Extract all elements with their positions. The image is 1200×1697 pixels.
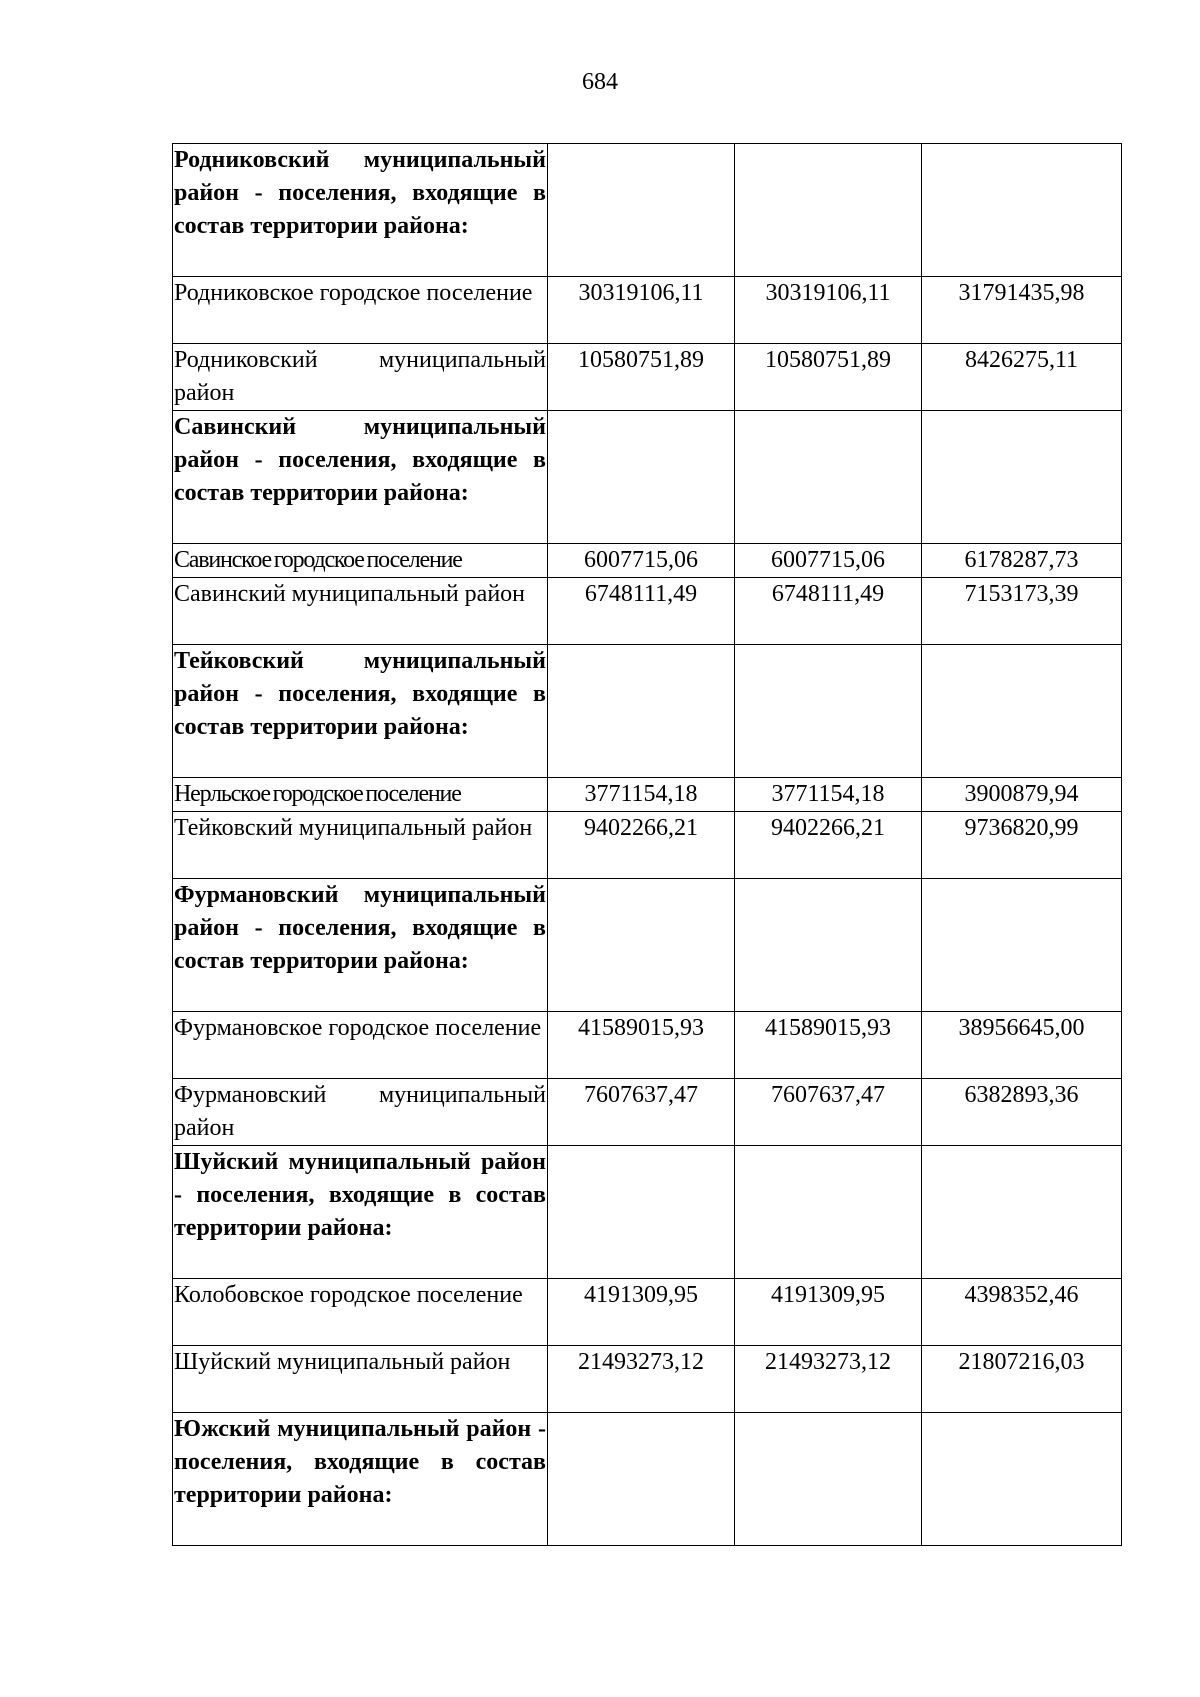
- table-row: [173, 879, 1122, 1012]
- value-cell-2: [735, 1146, 922, 1279]
- entity-name-cell: Савинское городское поселение: [173, 544, 548, 578]
- district-header-cell: Родниковский муниципальный район - поселения, входящие в состав территории района:: [173, 144, 548, 277]
- value-cell-3: [922, 144, 1122, 277]
- table-row: [173, 411, 1122, 544]
- value-cell-1: 41589015,93: [548, 1012, 735, 1079]
- value-cell-3: 4398352,46: [922, 1279, 1122, 1346]
- table-row: [173, 344, 1122, 411]
- value-cell-3: 6382893,36: [922, 1079, 1122, 1146]
- value-cell-1: 6748111,49: [548, 578, 735, 645]
- value-cell-3: [922, 1146, 1122, 1279]
- value-cell-3: [922, 879, 1122, 1012]
- value-cell-2: 3771154,18: [735, 778, 922, 812]
- district-header-cell: Шуйский муниципальный район - поселения, входящие в состав территории района:: [173, 1146, 548, 1279]
- value-cell-1: 3771154,18: [548, 778, 735, 812]
- entity-name-cell: Нерльское городское поселение: [173, 778, 548, 812]
- district-header-cell: Южский муниципальный район - поселения, входящие в состав территории района:: [173, 1413, 548, 1546]
- table-row: [173, 812, 1122, 879]
- table-row: [173, 1012, 1122, 1079]
- value-cell-2: 21493273,12: [735, 1346, 922, 1413]
- table-row: [173, 1413, 1122, 1546]
- value-cell-3: 3900879,94: [922, 778, 1122, 812]
- value-cell-2: [735, 144, 922, 277]
- entity-name-cell: Родниковское городское поселение: [173, 277, 548, 344]
- value-cell-3: [922, 411, 1122, 544]
- value-cell-3: [922, 1413, 1122, 1546]
- value-cell-1: [548, 144, 735, 277]
- value-cell-3: 8426275,11: [922, 344, 1122, 411]
- page-number: 684: [582, 69, 618, 95]
- value-cell-1: [548, 1146, 735, 1279]
- value-cell-3: 6178287,73: [922, 544, 1122, 578]
- value-cell-1: 9402266,21: [548, 812, 735, 879]
- table-row: [173, 1079, 1122, 1146]
- value-cell-1: [548, 645, 735, 778]
- district-header-cell: Тейковский муниципальный район - поселения, входящие в состав территории района:: [173, 645, 548, 778]
- value-cell-1: [548, 1413, 735, 1546]
- entity-name-cell: Савинский муниципальный район: [173, 578, 548, 645]
- value-cell-1: 30319106,11: [548, 277, 735, 344]
- table-row: [173, 277, 1122, 344]
- value-cell-1: [548, 879, 735, 1012]
- value-cell-1: 7607637,47: [548, 1079, 735, 1146]
- table-row: [173, 1146, 1122, 1279]
- entity-name-cell: Родниковский муниципальный район: [173, 344, 548, 411]
- budget-table: [172, 143, 1122, 1546]
- table-row: [173, 144, 1122, 277]
- entity-name-cell: Тейковский муниципальный район: [173, 812, 548, 879]
- value-cell-3: 31791435,98: [922, 277, 1122, 344]
- value-cell-1: 10580751,89: [548, 344, 735, 411]
- value-cell-2: [735, 879, 922, 1012]
- value-cell-1: 21493273,12: [548, 1346, 735, 1413]
- value-cell-2: 10580751,89: [735, 344, 922, 411]
- table-row: [173, 645, 1122, 778]
- value-cell-2: 4191309,95: [735, 1279, 922, 1346]
- value-cell-2: 9402266,21: [735, 812, 922, 879]
- value-cell-2: [735, 645, 922, 778]
- table-row: [173, 578, 1122, 645]
- value-cell-3: 9736820,99: [922, 812, 1122, 879]
- entity-name-cell: Фурмановское городское поселение: [173, 1012, 548, 1079]
- entity-name-cell: Фурмановский муниципальный район: [173, 1079, 548, 1146]
- entity-name-cell: Колобовское городское поселение: [173, 1279, 548, 1346]
- district-header-cell: Фурмановский муниципальный район - поселения, входящие в состав территории района:: [173, 879, 548, 1012]
- value-cell-2: [735, 1413, 922, 1546]
- value-cell-3: 21807216,03: [922, 1346, 1122, 1413]
- entity-name-cell: Шуйский муниципальный район: [173, 1346, 548, 1413]
- district-header-cell: Савинский муниципальный район - поселения, входящие в состав территории района:: [173, 411, 548, 544]
- value-cell-1: [548, 411, 735, 544]
- value-cell-1: 6007715,06: [548, 544, 735, 578]
- table-row: [173, 778, 1122, 812]
- value-cell-2: 7607637,47: [735, 1079, 922, 1146]
- value-cell-3: [922, 645, 1122, 778]
- value-cell-2: [735, 411, 922, 544]
- value-cell-2: 30319106,11: [735, 277, 922, 344]
- table-row: [173, 1346, 1122, 1413]
- value-cell-1: 4191309,95: [548, 1279, 735, 1346]
- value-cell-3: 7153173,39: [922, 578, 1122, 645]
- value-cell-3: 38956645,00: [922, 1012, 1122, 1079]
- value-cell-2: 6748111,49: [735, 578, 922, 645]
- value-cell-2: 41589015,93: [735, 1012, 922, 1079]
- value-cell-2: 6007715,06: [735, 544, 922, 578]
- table-row: [173, 1279, 1122, 1346]
- table-row: [173, 544, 1122, 578]
